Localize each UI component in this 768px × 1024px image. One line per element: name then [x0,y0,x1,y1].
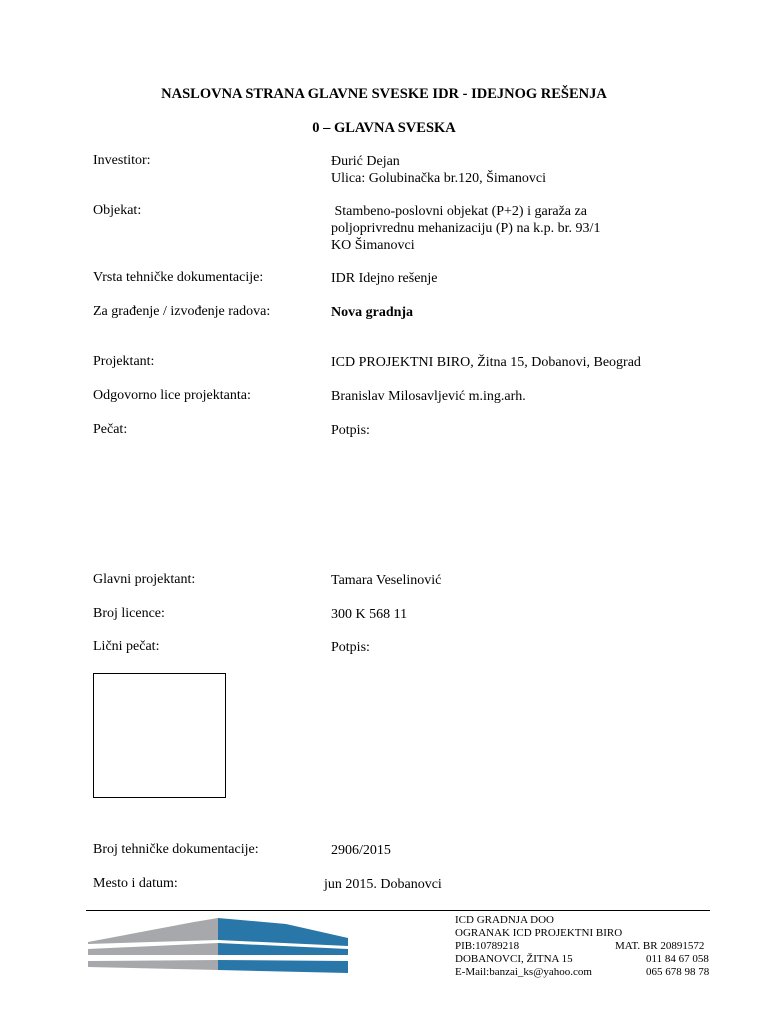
objekat-line-1: Stambeno-poslovni objekat (P+2) i garaža za [331,204,587,219]
footer-mat: MAT. BR 20891572 [615,940,705,952]
investitor-address: Ulica: Golubinačka br.120, Šimanovci [331,171,547,186]
company-logo [86,915,351,981]
logo-stripe-blue-low [218,960,348,973]
footer-divider [86,910,710,911]
vrsta-value: IDR Idejno rešenje [331,271,438,286]
glavni-projektant-value: Tamara Veselinović [331,573,442,588]
logo-stripe-gray-mid [88,943,218,955]
licni-pecat-label: Lični pečat: [93,639,160,654]
objekat-label: Objekat: [93,203,142,218]
gradjenje-value: Nova gradnja [331,305,414,320]
mesto-datum-label: Mesto i datum: [93,876,178,891]
footer-pib: PIB:10789218 [455,940,520,952]
licni-potpis-label: Potpis: [331,640,370,655]
logo-stripe-blue-top [218,918,348,946]
broj-dokumentacije-label: Broj tehničke dokumentacije: [93,842,259,857]
mesto-datum-value: jun 2015. Dobanovci [324,877,442,892]
broj-dokumentacije-value: 2906/2015 [331,843,391,858]
logo-stripe-gray-low [88,960,218,970]
glavni-projektant-label: Glavni projektant: [93,572,196,587]
footer-branch: OGRANAK ICD PROJEKTNI BIRO [455,927,623,939]
potpis-label: Potpis: [331,423,370,438]
odgovorno-lice-value: Branislav Milosavljević m.ing.arh. [331,389,526,404]
footer-email[interactable]: E-Mail:banzai_ks@yahoo.com [455,966,592,978]
projektant-value: ICD PROJEKTNI BIRO, Žitna 15, Dobanovi, Beograd [331,355,641,370]
document-subtitle: 0 – GLAVNA SVESKA [312,120,456,136]
vrsta-label: Vrsta tehničke dokumentacije: [93,270,264,285]
pecat-label: Pečat: [93,422,128,437]
logo-stripe-gray-top [88,918,218,944]
investitor-name: Đurić Dejan [331,154,400,169]
objekat-line-3: KO Šimanovci [331,238,415,253]
odgovorno-lice-label: Odgovorno lice projektanta: [93,388,251,403]
investitor-label: Investitor: [93,153,151,168]
projektant-label: Projektant: [93,354,155,369]
broj-licence-value: 300 K 568 11 [331,607,408,622]
objekat-line-2: poljoprivrednu mehanizaciju (P) na k.p. br. 93/1 [331,221,601,236]
footer-address: DOBANOVCI, ŽITNA 15 [455,953,573,965]
broj-licence-label: Broj licence: [93,606,165,621]
gradjenje-label: Za građenje / izvođenje radova: [93,304,271,319]
footer-mobile: 065 678 98 78 [646,966,710,978]
stamp-box [93,673,226,798]
footer-phone: 011 84 67 058 [646,953,709,965]
document-title: NASLOVNA STRANA GLAVNE SVESKE IDR - IDEJNOG REŠENJA [161,86,607,102]
footer-company: ICD GRADNJA DOO [455,914,555,926]
